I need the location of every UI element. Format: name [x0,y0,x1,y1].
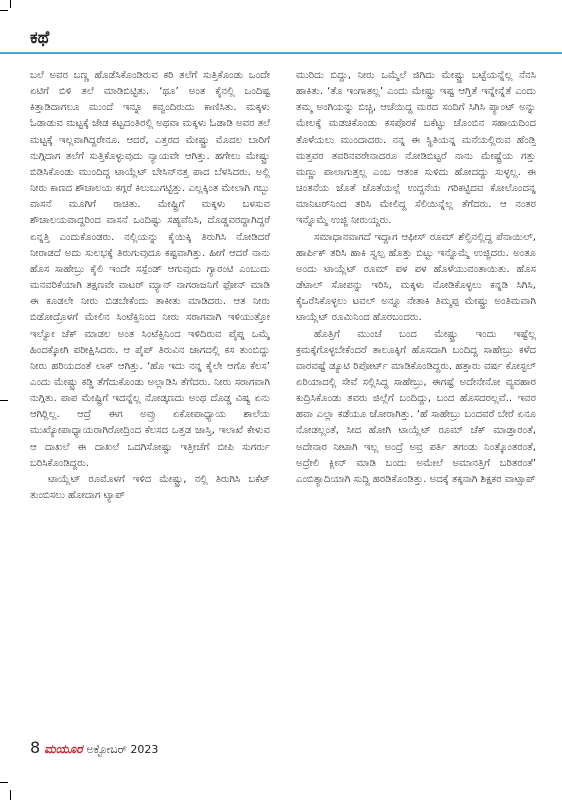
article-body [30,68,536,730]
paragraph: ಸಮಾಧಾನವಾಗದೆ ಇದ್ದಾಗ ಆಫೀಸ್ ರೂಮ್ ಶೆಲ್ಫಿನಲ್ಲಿದ್ದ ಪೆನಾಯಿಲ್, ಹಾರ್ಪಿಕ್ ತರಿಸಿ ಹಾಕಿ ಸ್ವಲ್ಪ ಹೊತ್ತು ಬಿಟ್ಟು ಇನ್ನೊಮ್ಮೆ ಉಜ್ಜಿದರು. ಅಂತೂ ಅಂದು ಟಾಯ್ಲೆಟ್ ರೂಮ್ ಪಳ ಪಳ ಹೊಳೆಯುವಂತಾಯಿತು. ಹೊಸ ಡೆಟಾಲ್ ಸೋಪನ್ನು ಇರಿಸಿ, ಮಕ್ಕಳು ನೋಡಿಕೊಳ್ಳಲು ಕನ್ನಡಿ ಸಿಗಿಸಿ, ಕೈಒರೆಸಿಕೊಳ್ಳಲು ಟವಲ್ ಅನ್ನೂ ನೇತಾಕಿ ತಿಮ್ಮಪ್ಪ ಮೇಷ್ಟ್ರು ಅಂತಿಮವಾಗಿ ಟಾಯ್ಲೆಟ್ ರೂಮಿನಿಂದ ಹೊರಬಂದರು. [296,231,536,324]
page-header [0,28,562,58]
issue-date: ಅಕ್ಟೋಬರ್ 2023 [86,743,159,756]
crop-mark [0,400,8,401]
page-number: 8 [30,738,41,757]
crop-mark [0,10,8,11]
section-title: ಕಥೆ [30,28,50,48]
crop-mark [10,790,11,800]
article-column-left [30,68,270,730]
header-rule [0,52,562,54]
paragraph: ಹೊತ್ತಿಗೆ ಮುಂಚೆ ಬಂದ ಮೇಷ್ಟ್ರು ಇಂದು ಇಷ್ಟೆಲ್ಲ ಕ್ರಮಕ್ಕೆಗೊಳ್ಳಬೇಕೆಂದರೆ ತಾಲೂಕ್ಕಿಗೆ ಹೊಸದಾಗಿ ಬಂದಿದ್ದ ಸಾಹೇಬ್ರು ಕಳೆದ ವಾರವಷ್ಟೆ ಡ್ಯೂಟಿ ರಿಪೋರ್ಟ್ ಮಾಡಿಕೊಂಡಿದ್ದರು. ಹತ್ತಾರು ವರ್ಷ ಕೋಸ್ಟಲ್ ಏರಿಯಾದಲ್ಲಿ ಸೇವೆ ಸಲ್ಲಿಸಿದ್ದ ಸಾಹೇಬ್ರು, ಈಗಷ್ಟೆ ಅದೇನೇನೋ ವ್ಯವಹಾರ ಕುದ್ರಿಸಿಕೊಂಡು ತವರು ಜಿಲ್ಲೆಗೆ ಬಂದಿದ್ದು, ಬಂದ ಹೊಸದರಲ್ಲವೆ.. ಇವರ ಹವಾ ಎಲ್ಲಾ ಕಡೆಯೂ ಜೋರಾಗಿತ್ತು. ‘ಹೆ ಸಾಹೇಬ್ರು ಬಂದವರೆ ಬೇರೆ ಏನೂ ನೋಡಲ್ಲಂತೆ, ಸೀದ ಹೋಗಿ ಟಾಯ್ಲೆಟ್ ರೂಮ್ ಚೆಕ್ ಮಾಡ್ತಾರಂತೆ, ಅದೇನಾರ ನೀಟಾಗಿ ಇಲ್ಲ ಅಂದ್ರೆ ಅವ್ರ ಪರ್ತಿ ತಗಂಡು ನಿಂತ್ಕೊಂತರಂತೆ, ಅದ್ರೇಲಿ ಕ್ಲೀನ್ ಮಾಡಿ ಬಂದು ಅಮೇಲೆ ಅಮಾನತ್ತಿಗೆ ಬರಿತರಂತೆ’ ಎಂಬಿತ್ಯಾದಿಯಾಗಿ ಸುದ್ದಿ ಹರಡಿಕೊಂಡಿತ್ತು. ಅದಕ್ಕೆ ತಕ್ಕನಾಗಿ ಶಿಕ್ಷಕರ ವಾಟ್ಸಾಪ್ [296,328,536,485]
page-footer [30,738,158,758]
crop-mark [0,782,8,783]
magazine-logo: ಮಯೂರ [44,742,83,756]
article-column-right [296,68,536,730]
paragraph: ಟಾಯ್ಲೆಟ್ ರೂಮೊಳಗೆ ಇಳಿದ ಮೇಷ್ಟ್ರು, ನಲ್ಲಿ ತಿರುಗಿಸಿ ಬಕೆಟ್ ತುಂಬಿಸಲು ಹೋದಾಗ ಟ್ಯಾಪ್ [30,473,270,502]
paragraph: ಮುರಿದು ಬಿದ್ದು, ನೀರು ಒಮ್ಮೆಲೆ ಜಿಗಿದು ಮೇಷ್ಟ್ರು ಬಟ್ಟೆಯನ್ನೆಲ್ಲ ನೆನಸಿ ಹಾಕಿತು. ‘ತೊ ಇಂಗಾತಲ್ಲ’ ಎಂದು ಮೇಷ್ಟ್ರು ಇಷ್ಟ ಆಗ್ತಿತೆ ಇನ್ನೇನ್ನೆತೆ ಎಂದು ತಮ್ಮ ಅಂಗಿಯನ್ನು ಬಿಚ್ಚಿ, ಆಚೆಯಿದ್ದ ಮರದ ಸಂದಿಗೆ ಸಿಗಿಸಿ ಪ್ಯಾಂಟ್ ಅನ್ನು ಮೇಲಕ್ಕೆ ಮಡಚಿಕೊಂಡು ಕಸಪೊರಕೆ ಬಕೆಟ್ಟು ಚೊಂಬಿನ ಸಹಾಯದಿಂದ ತೊಳೆಯಲು ಮುಂದಾದರು. ನನ್ನ ಈ ಸ್ಥಿತಿಯನ್ನ ಮನೆಯಲ್ಲಿರುವ ಹೆಂಡ್ತಿ ಮತ್ತವರ ತವರಿನವರೇನಾದರೂ ನೋಡಿಬಿಟ್ಟರೆ ನಾನು ಮೇಷ್ಟ್ರೆಯ ಗತ್ತು ಮಣ್ಣು ಪಾಲಾಗುತ್ತಲ್ಲ ಎಂಬ ಆತಂಕ ಸುಳಿದು ಹೋದದ್ದು ಸುಳ್ಳಲ್ಲ. ಈ ಚಿಂತನೆಯ ಜೊತೆ ಜೊತೆಯಲ್ಲೆ ಉದ್ದನೆಯ ಗರಿಕಟ್ಟಿದವ ಕೋಲೊಂದನ್ನ ಮಾನಿಟರ್‌ನಿಂದ ತರಿಸಿ ಮೇಲಿದ್ದ ಸೆಲಿಯಿನ್ನೆಲ್ಲ ತೆಗೆದರು. ಆ ನಂತರ ಇನ್ನೊಮ್ಮೆ ಉಜ್ಜಿ ನೀರುಯ್ದರು. [296,70,536,227]
paragraph: ಬಲೆ ಅವರ ಬಣ್ಣ ಹೊಡೆಸಿಕೊಂಡಿರುವ ಕರಿ ತಲೆಗೆ ಸುತ್ತಿಕೊಂಡು ಒಂದೇ ಏಟಿಗೆ ಬಿಳಿ ತಲೆ ಮಾಡಿಬಿಟ್ಟಿತು. ‘ಥೂ’ ಅಂತ ಕೈನಲ್ಲಿ ಒಂದಿಷ್ಟ ಕಿತ್ತಾಡಿದಾಗಲೂ ಮುಂದೆ ಇನ್ನೂ ಕವ್ವಂದಿರುದು ಕಾಣಿಸಿತು. ಮಕ್ಕಳು ಓಡಾಡುವ ಮಟ್ಟಕ್ಕೆ ಜೇಡ ಕಟ್ಟದಂತಿರಲ್ಲಿ ಅಥವಾ ಮಕ್ಕಳು ಓಡಾಡಿ ಅವರ ತಲೆ ಮಟ್ಟಕ್ಕೆ ಇಲ್ಲವಾಗಿದ್ದರೇನೂ. ಆದರೆ, ಎತ್ತರದ ಮೇಷ್ಟ್ರು ಮೊದಲ ಬಾರಿಗೆ ನುಗ್ಗಿದಾಗ ತಲೆಗೆ ಸುತ್ತಿಕೊಳ್ಳುವುದು ನ್ಯಾಯವೇ ಆಗಿತ್ತು. ಹಗೇಲು ಮೇಷ್ಟ್ರು ಬಿಡಿಸಿಕೊಂಡು ಮುಂದಿದ್ದ ಟಾಯ್ಲೆಟ್ ಬೇಸಿನ್‌ನತ್ತ ಪಾದ ಬೆಳಸಿದರು. ಅಲ್ಲಿ ನೀರು ಕಾಣದ ಶೌಚಾಲಯ ಕಗ್ಗರೆ ಕಿಲುಬುಗಟ್ಟಿತ್ತು. ಎಲ್ಲಕ್ಕಿಂತ ಮೇಲಾಗಿ ಗಬ್ಬು ವಾಸನೆ ಮೂಗಿಗೆ ರಾಚಿತು. ಮೇಷ್ಟ್ರಿಗೆ ಮಕ್ಕಳು ಬಳಸುವ ಶೌಚಾಲಯವಾದ್ದರಿಂದ ವಾಸನೆ ಒಂದಿಷ್ಟು ಸಹ್ಯವೆನಿಸಿ, ದೊಡ್ಡವರದ್ದಾಗಿದ್ದರೆ ಏನ್ನತ್ತಿ ಎಂದುಕೊಂಡರು. ನಲ್ಲಿಯನ್ನು ಕೈಯಿಕ್ಕಿ ತಿರುಗಿಸಿ ನೋಡಿದರೆ ನೀರಾಡದೆ ಅದು ಸುಲಭಕ್ಕೆ ತಿರುಗುವುದೂ ಕಷ್ಟವಾಗಿತ್ತು. ಹೀಗೆ ಆದರೆ ನಾನು ಹೊಸ ಸಾಹೇಬ್ರು ಕೈಲಿ ಇಂದೇ ಸಸ್ಪೆಂಡ್ ಆಗುವುದು ಗ್ಯಾರಂಟಿ ಎಂಬುದು ಮನವರಿಕೆಯಾಗಿ ತಕ್ಷಣವೇ ವಾಟರ್ ಮ್ಯಾನ್ ನಾಗರಾಜನಿಗೆ ಫೋನ್ ಮಾಡಿ ಈ ಕೂಡಲೇ ನೀರು ಬಿಡಬೇಕೆಂದು ತಾಕೀತು ಮಾಡಿದರು. ಆತ ನೀರು ಬಿಡೋದ್ರೊಳಗೆ ಮೇಲಿನ ಸಿಂಟೆಕ್ಸಿನಿಂದ ನೀರು ಸರಾಗವಾಗಿ ಇಳಿಯುತ್ತೋ ಇಲ್ವೋ ಚೆಕ್ ಮಾಡಲ ಅಂತ ಸಿಂಟೆಕ್ಸಿನಿಂದ ಇಳಿದಿರುವ ಪೈಪ್ನ ಒಮ್ಮೆ ಹಿಂದಕ್ಕೋಗಿ ಪರೀಕ್ಷಿಸಿದರು. ಆ ಪೈಪ್ ತಿರುವಿನ ಜಾಗದಲ್ಲಿ ಕಸ ತುಂಬಿದ್ದು ನೀರು ಹರಿಯದಂತೆ ಲಾಕ್ ಆಗಿತ್ತು. ‘ಹೊ ಇದು ನನ್ನ ಕೈಲೇ ಆಗೊ ಕೆಲಸ’ ಎಂದು ಮೇಷ್ಟ್ರು ಕಡ್ಡಿ ತೆಗೆದುಕೊಂಡು ಅಲ್ಲಾಡಿಸಿ ತೆಗೆದರು. ನೀರು ಸರಾಗವಾಗಿ ನುಗ್ಗಿತು. ಪಾಪ ಮೇಷ್ಟ್ರಿಗೆ ಇದನ್ನೆಲ್ಲ ನೋಡ್ಕಣದು ಅಂಥ ದೊಡ್ಡ ವಿಷ್ಯ ಏನು ಆಗಿರ್‍ಲಿಲ್ಲ. ಆದ್ರೆ ಈಗ ಅವ್ರು ಏಕೋಪಾಧ್ಯಾಯ ಶಾಲೆಯ ಮುಖ್ಯೋಪಾಧ್ಯಾಯರಾಗಿರೋದ್ರಿಂದ ಕೆಲಸದ ಒತ್ತಡ ಜಾಸ್ತಿ, ಇಲಾಖೆ ಕೇಳುವ ಆ ದಾಖಲೆ ಈ ದಾಖಲೆ ಒದಗಿಸೋಷ್ಟು ಇತ್ತೀಚೆಗೆ ಬೀಪಿ ಸುಗರ್ರು ಬರಿಸಿಕೊಂಡಿದ್ದರು. [30,70,270,469]
crop-mark [10,0,11,8]
